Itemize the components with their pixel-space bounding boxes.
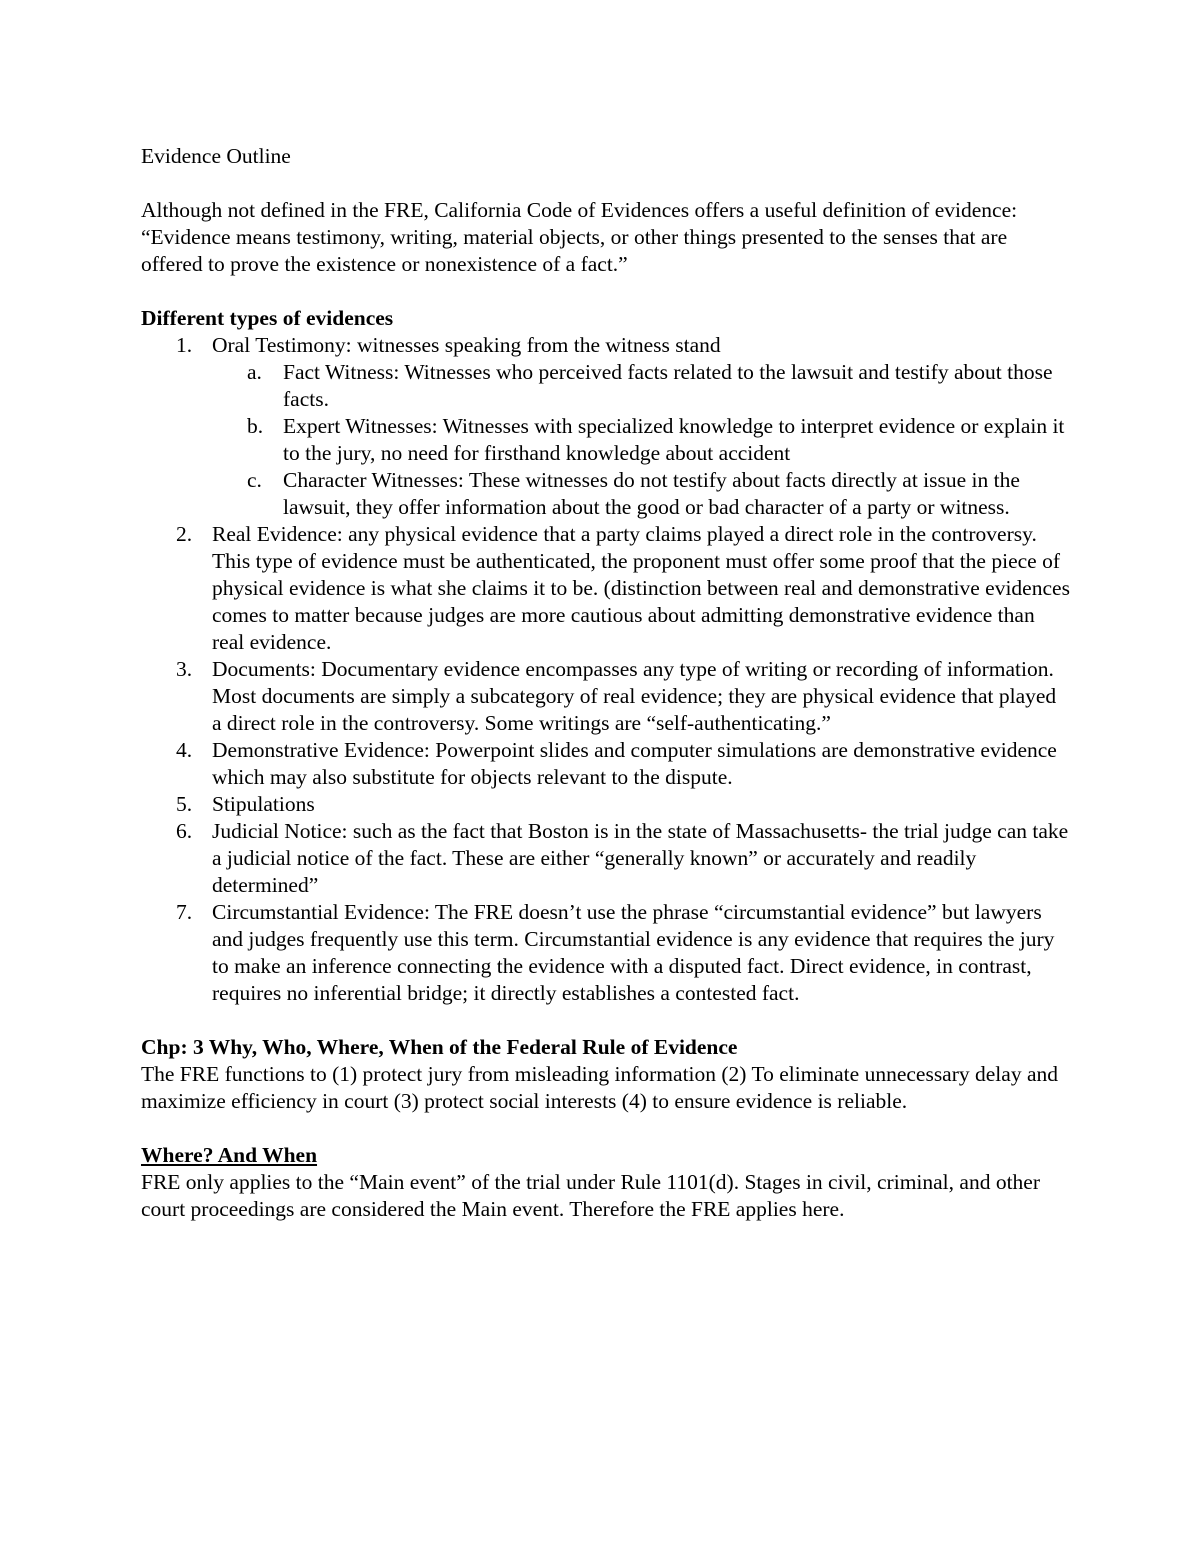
list-number: 1. [176, 333, 193, 357]
sub-list-item-text: Fact Witness: Witnesses who perceived facts related to the lawsuit and testify about those facts. [283, 360, 1053, 411]
list-number: 2. [176, 522, 193, 546]
sub-list-item [141, 359, 1071, 413]
list-item-text: Demonstrative Evidence: Powerpoint slides and computer simulations are demonstrative evidence which may also substitute for objects relevant to the dispute. [212, 738, 1057, 789]
list-number: 6. [176, 819, 193, 843]
sub-list-item-text: Expert Witnesses: Witnesses with specialized knowledge to interpret evidence or explain it to the jury, no need for firsthand knowledge about accident [283, 414, 1065, 465]
list-item-text: Stipulations [212, 792, 315, 816]
where-when-heading: Where? And When [141, 1143, 318, 1167]
where-when-paragraph: FRE only applies to the “Main event” of the trial under Rule 1101(d). Stages in civil, criminal, and other court proceedings are considered the Main event. Therefore the FRE applies here. [141, 1170, 1041, 1221]
list-item [141, 899, 1071, 1007]
chapter3-paragraph: The FRE functions to (1) protect jury from misleading information (2) To eliminate unnecessary delay and maximize efficiency in court (3) protect social interests (4) to ensure evidence is reliable. [141, 1062, 1058, 1113]
document-page [141, 143, 1071, 1223]
list-item [141, 656, 1071, 737]
list-number: 4. [176, 738, 193, 762]
list-item-text: Documents: Documentary evidence encompasses any type of writing or recording of information. Most documents are simply a subcategory of real evidence; they are physical evidence that played a direct role in the controversy. Some writings are “self-authenticating.” [212, 657, 1057, 735]
spacer [141, 278, 1071, 305]
intro-paragraph: Although not defined in the FRE, California Code of Evidences offers a useful definition of evidence: [141, 198, 1018, 222]
document-title: Evidence Outline [141, 144, 291, 168]
list-item-text: Real Evidence: any physical evidence that a party claims played a direct role in the controversy. This type of evidence must be authenticated, the proponent must offer some proof that the piece of physical evidence is what she claims it to be. (distinction between real and demonstrative evidences comes to matter because judges are more cautious about admitting demonstrative evidence than real evidence. [212, 522, 1070, 654]
evidence-definition-quote: “Evidence means testimony, writing, material objects, or other things presented to the senses that are offered to prove the existence or nonexistence of a fact.” [141, 225, 1008, 276]
list-item [141, 791, 1071, 818]
sub-list-letter: a. [247, 360, 262, 384]
list-item [141, 521, 1071, 656]
chapter3-heading: Chp: 3 Why, Who, Where, When of the Federal Rule of Evidence [141, 1035, 738, 1059]
sub-list-letter: c. [247, 468, 262, 492]
sub-list-item [141, 413, 1071, 467]
list-item [141, 737, 1071, 791]
sub-list-letter: b. [247, 414, 264, 438]
list-number: 7. [176, 900, 193, 924]
list-item [141, 818, 1071, 899]
sub-list-item [141, 467, 1071, 521]
list-item [141, 332, 1071, 359]
list-item-text: Judicial Notice: such as the fact that Boston is in the state of Massachusetts- the trial judge can take a judicial notice of the fact. These are either “generally known” or accurately and readily determined” [212, 819, 1069, 897]
list-item-text: Oral Testimony: witnesses speaking from the witness stand [212, 333, 721, 357]
list-item-text: Circumstantial Evidence: The FRE doesn’t use the phrase “circumstantial evidence” but lawyers and judges frequently use this term. Circumstantial evidence is any evidence that requires the jury to make an inference connecting the evidence with a disputed fact. Direct evidence, in contrast, requires no inferential bridge; it directly establishes a contested fact. [212, 900, 1055, 1005]
spacer [141, 170, 1071, 197]
evidence-types-list [141, 332, 1071, 1007]
spacer [141, 1007, 1071, 1034]
list-number: 3. [176, 657, 193, 681]
sub-list-item-text: Character Witnesses: These witnesses do not testify about facts directly at issue in the lawsuit, they offer information about the good or bad character of a party or witness. [283, 468, 1020, 519]
spacer [141, 1115, 1071, 1142]
list-number: 5. [176, 792, 193, 816]
types-heading: Different types of evidences [141, 306, 394, 330]
